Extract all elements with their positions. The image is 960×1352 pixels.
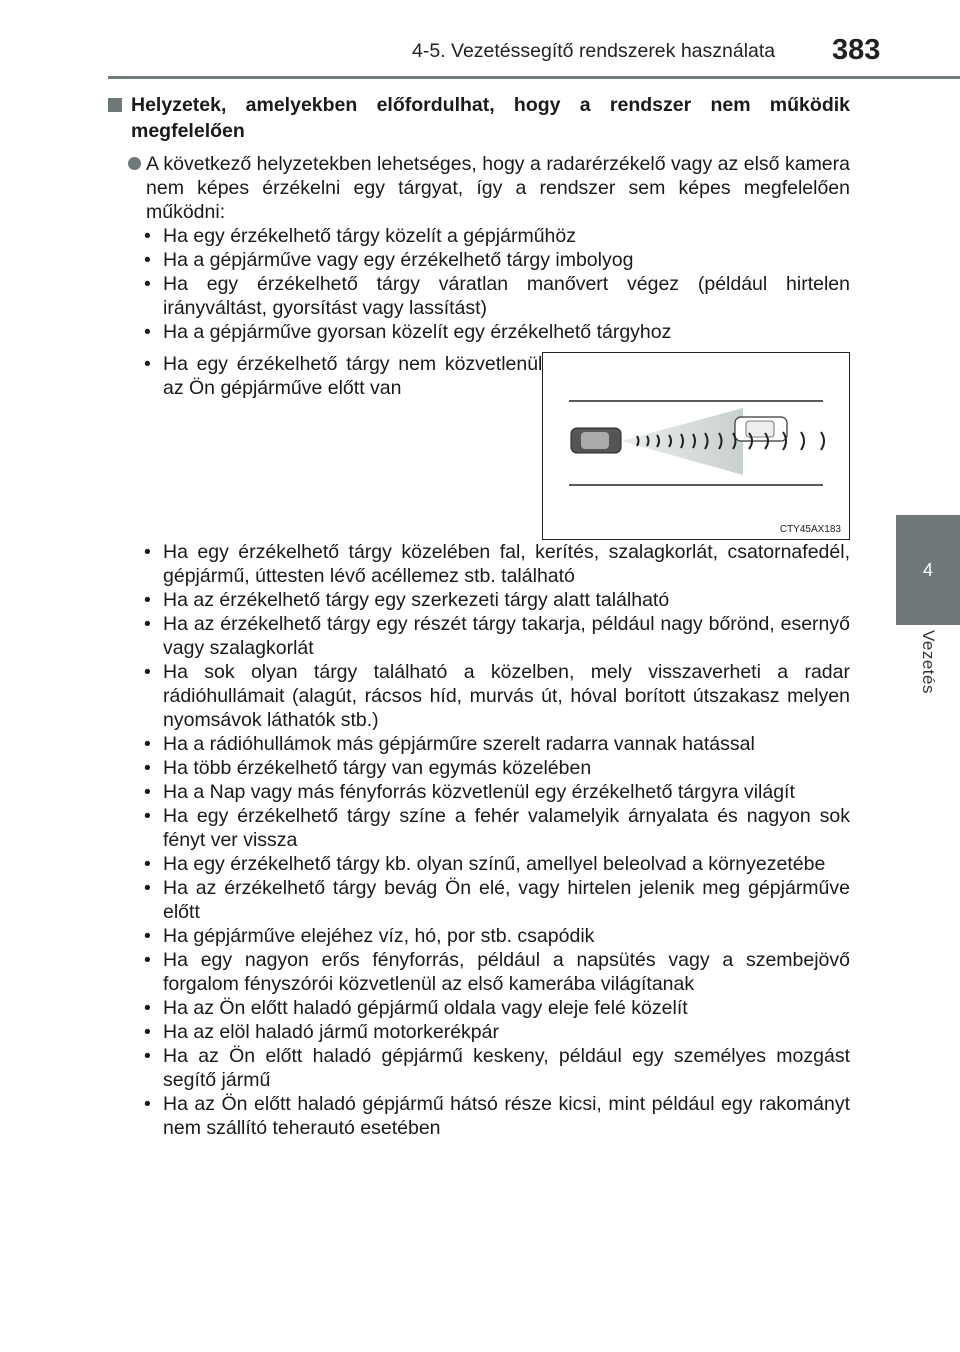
- list-item: • Ha a Nap vagy más fényforrás közvetlenül egy érzékelhető tárgyra világít: [108, 780, 850, 804]
- circle-bullet-icon: [128, 157, 141, 170]
- list-item: • Ha egy érzékelhető tárgy váratlan manővert végez (például hirtelen irányváltást, gyorsítást vagy lassítást): [108, 272, 850, 320]
- square-bullet-icon: [108, 98, 122, 112]
- header-divider: [108, 76, 960, 79]
- figure-row-text: [108, 352, 542, 540]
- own-car-icon: [571, 428, 621, 453]
- page-content: [108, 92, 850, 1140]
- chapter-label: Vezetés: [919, 630, 938, 694]
- list-item: • Ha az elöl haladó jármű motorkerékpár: [108, 1020, 850, 1044]
- situation-list-figure: [108, 352, 542, 400]
- list-item: • Ha egy érzékelhető tárgy kb. olyan színű, amellyel beleolvad a környezetébe: [108, 852, 850, 876]
- list-item: • Ha a rádióhullámok más gépjárműre szerelt radarra vannak hatással: [108, 732, 850, 756]
- list-item: • Ha egy érzékelhető tárgy közelít a gépjárműhöz: [108, 224, 850, 248]
- list-item: • Ha az érzékelhető tárgy egy részét tárgy takarja, például nagy bőrönd, esernyő vagy szalagkorlát: [108, 612, 850, 660]
- chapter-number: 4: [922, 559, 933, 580]
- situation-list-a: [108, 224, 850, 344]
- section-title: 4-5. Vezetéssegítő rendszerek használata: [412, 40, 776, 62]
- chapter-tab: [896, 515, 960, 625]
- section-heading: [108, 92, 850, 144]
- chapter-label-wrap: [896, 630, 960, 750]
- list-item: • Ha gépjárműve elejéhez víz, hó, por stb. csapódik: [108, 924, 850, 948]
- list-item: • Ha egy érzékelhető tárgy színe a fehér valamelyik árnyalata és nagyon sok fényt ver vissza: [108, 804, 850, 852]
- list-item: • Ha az érzékelhető tárgy egy szerkezeti tárgy alatt található: [108, 588, 850, 612]
- list-item: • Ha egy nagyon erős fényforrás, például a napsütés vagy a szembejövő forgalom fényszórói közvetlenül az első kamerába világítanak: [108, 948, 850, 996]
- intro-paragraph: [108, 152, 850, 224]
- list-item: • Ha több érzékelhető tárgy van egymás közelében: [108, 756, 850, 780]
- section-heading-text: Helyzetek, amelyekben előfordulhat, hogy a rendszer nem működik megfelelően: [131, 94, 850, 142]
- situation-list-b: [108, 540, 850, 1140]
- page-number: 383: [832, 34, 881, 66]
- list-item: • Ha egy érzékelhető tárgy közelében fal, kerítés, szalagkorlát, csatornafedél, gépjármű, úttesten lévő acéllemez stb. található: [108, 540, 850, 588]
- list-item: • Ha az Ön előtt haladó gépjármű hátsó része kicsi, mint például egy rakományt nem szállító teherautó esetében: [108, 1092, 850, 1140]
- figure-code: CTY45AX183: [779, 524, 841, 535]
- intro-text: A következő helyzetekben lehetséges, hogy a radarérzékelő vagy az első kamera nem képes érzékelni egy tárgyat, így a rendszer sem képes megfelelően működni:: [146, 153, 850, 223]
- radar-illustration: [542, 352, 850, 540]
- list-item: • Ha az Ön előtt haladó gépjármű oldala vagy eleje felé közelít: [108, 996, 850, 1020]
- list-item: • Ha az Ön előtt haladó gépjármű keskeny, például egy személyes mozgást segítő jármű: [108, 1044, 850, 1092]
- list-item: • Ha a gépjárműve vagy egy érzékelhető tárgy imbolyog: [108, 248, 850, 272]
- target-car-icon: [735, 417, 787, 441]
- list-item: • Ha sok olyan tárgy található a közelben, mely visszaverheti a radar rádióhullámait (alagút, rácsos híd, murvás út, hóval borított útszakasz melyen nyomsávok láthatók stb.): [108, 660, 850, 732]
- figure-row: [108, 352, 850, 540]
- list-item: • Ha a gépjárműve gyorsan közelít egy érzékelhető tárgyhoz: [108, 320, 850, 344]
- list-item: • Ha egy érzékelhető tárgy nem közvetlenül az Ön gépjárműve előtt van: [108, 352, 542, 400]
- list-item: • Ha az érzékelhető tárgy bevág Ön elé, vagy hirtelen jelenik meg gépjárműve előtt: [108, 876, 850, 924]
- radar-diagram: [543, 353, 849, 539]
